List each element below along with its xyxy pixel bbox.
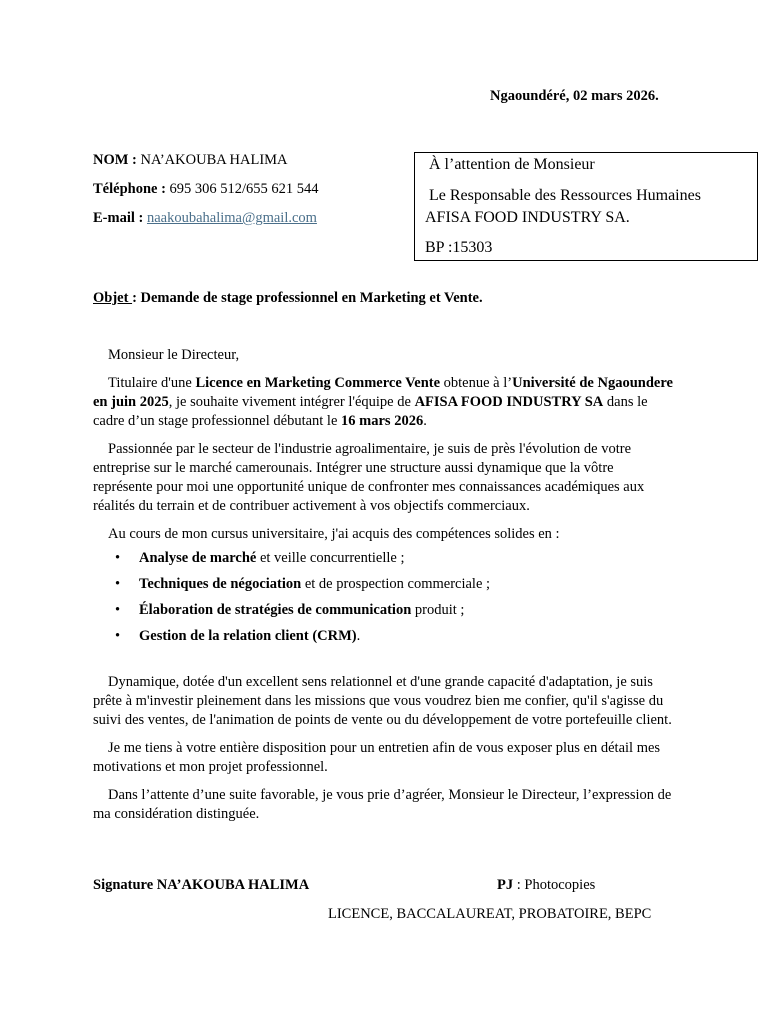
name-value: NA’AKOUBA HALIMA	[136, 152, 288, 168]
recipient-line-1: À l’attention de Monsieur	[429, 156, 595, 173]
recipient-line-4: BP :15303	[425, 239, 493, 256]
letter-date: Ngaoundéré, 02 mars 2026.	[490, 88, 659, 104]
pj-text: : Photocopies	[513, 877, 596, 893]
intro-text-1: Titulaire d'une	[108, 375, 196, 391]
skill-bold: Analyse de marché	[139, 550, 257, 566]
recipient-line-3: AFISA FOOD INDUSTRY SA.	[425, 209, 630, 226]
subject-line	[93, 290, 483, 307]
skills-list	[93, 549, 673, 653]
paragraph-dynamic: Dynamique, dotée d'un excellent sens relationnel et d'une grande capacité d'adaptation, je suis prête à m'investir pleinement dans les missions que vous voudrez bien me confier, qu'il s'agisse du suivi des ventes, de l'animation de points de vente ou du développement de votre portefeuille client.	[93, 674, 672, 728]
sender-phone-line	[93, 175, 319, 204]
intro-bold-degree: Licence en Marketing Commerce Vente	[195, 375, 441, 391]
skill-rest: produit ;	[411, 602, 465, 618]
sender-block	[93, 146, 319, 233]
list-item	[93, 549, 673, 575]
sender-email-line	[93, 204, 319, 233]
bullet-icon: •	[115, 602, 121, 618]
bullet-icon: •	[115, 576, 121, 592]
signature: Signature NA’AKOUBA HALIMA	[93, 877, 310, 893]
attachments-label	[497, 877, 595, 894]
skill-rest: .	[356, 628, 361, 644]
skill-bold: Gestion de la relation client (CRM)	[139, 628, 357, 644]
intro-bold-university: Université de Ngaoundere en juin 2025	[93, 375, 673, 410]
intro-text-4: dans le cadre d’un stage professionnel débutant le	[93, 394, 648, 429]
paragraph-skills-intro: Au cours de mon cursus universitaire, j'ai acquis des compétences solides en :	[108, 526, 560, 542]
paragraph-availability: Je me tiens à votre entière disposition pour un entretien afin de vous exposer plus en détail mes motivations et mon projet professionnel.	[93, 740, 661, 775]
intro-text-5: .	[423, 413, 427, 429]
list-item	[93, 575, 673, 601]
subject-text: : Demande de stage professionnel en Marketing et Vente.	[132, 290, 483, 306]
paragraph-closing: Dans l’attente d’une suite favorable, je vous prie d’agréer, Monsieur le Directeur, l’expression de ma considération distinguée.	[93, 787, 672, 822]
paragraph-intro	[93, 374, 673, 431]
subject-label: Objet	[93, 290, 133, 306]
skill-bold: Élaboration de stratégies de communication	[139, 602, 412, 618]
intro-bold-company: AFISA FOOD INDUSTRY SA	[414, 394, 604, 410]
bullet-icon: •	[115, 550, 121, 566]
sender-name-line	[93, 146, 319, 175]
attachments-list: LICENCE, BACCALAUREAT, PROBATOIRE, BEPC	[328, 906, 652, 922]
skill-rest: et de prospection commerciale ;	[301, 576, 491, 592]
email-label: E-mail :	[93, 210, 144, 226]
list-item	[93, 601, 673, 627]
skill-rest: et veille concurrentielle ;	[256, 550, 405, 566]
recipient-line-2: Le Responsable des Ressources Humaines	[429, 187, 701, 204]
paragraph-motivation: Passionnée par le secteur de l'industrie agroalimentaire, je suis de près l'évolution de votre entreprise sur le marché camerounais. Intégrer une structure aussi dynamique que la vôtre représente pour moi une opportunité unique de confronter mes connaissances académiques aux réalités du terrain et de contribuer activement à vos objectifs commerciaux.	[93, 441, 645, 514]
skill-bold: Techniques de négociation	[139, 576, 302, 592]
phone-value: 695 306 512/655 621 544	[165, 181, 319, 197]
recipient-box	[414, 152, 758, 261]
letter-body	[93, 346, 673, 833]
bullet-icon: •	[115, 628, 121, 644]
intro-text-3: , je souhaite vivement intégrer l'équipe de	[168, 394, 415, 410]
name-label: NOM :	[93, 152, 137, 168]
salutation: Monsieur le Directeur,	[108, 347, 240, 363]
intro-text-2: obtenue à l’	[440, 375, 513, 391]
pj-label: PJ	[497, 877, 514, 893]
list-item	[93, 627, 673, 653]
intro-bold-date: 16 mars 2026	[341, 413, 424, 429]
email-link[interactable]: naakoubahalima@gmail.com	[146, 210, 317, 226]
phone-label: Téléphone :	[93, 181, 166, 197]
